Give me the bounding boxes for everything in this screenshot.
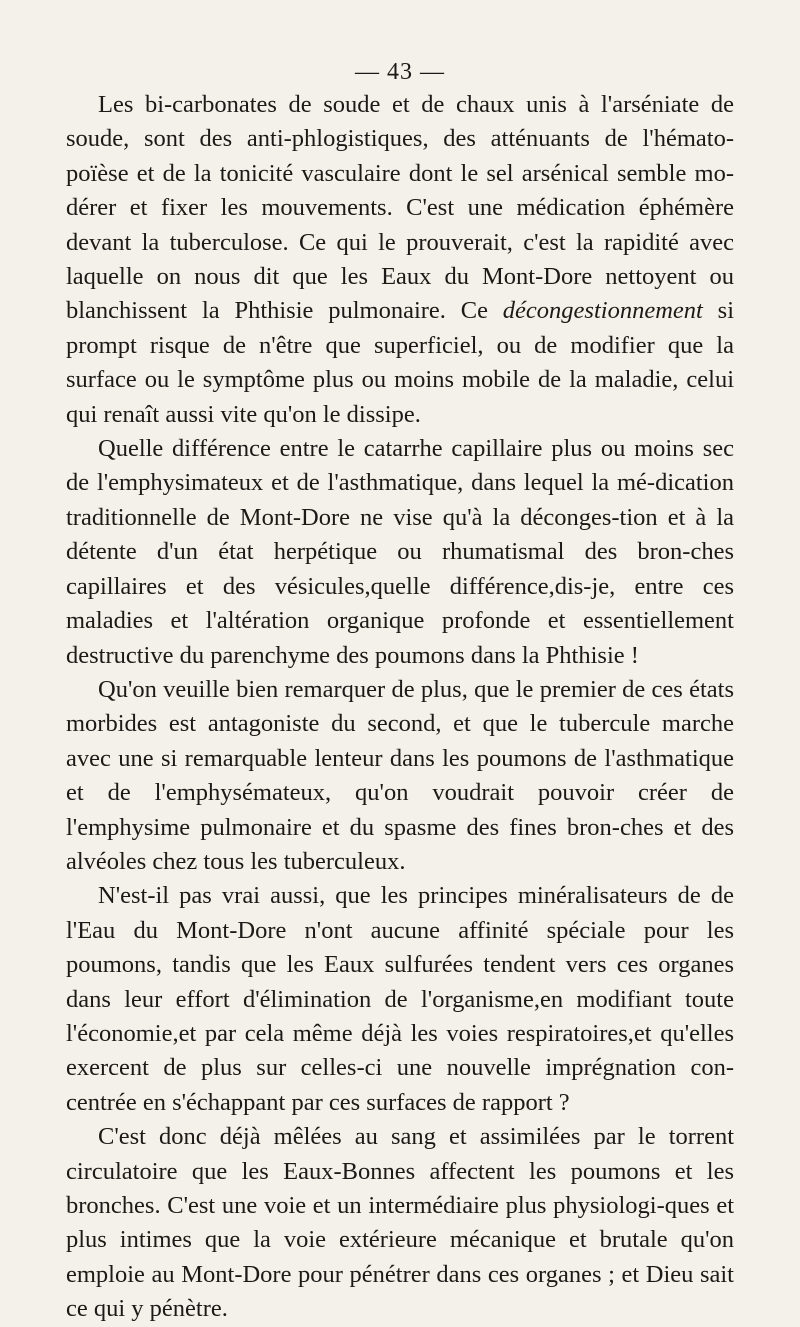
paragraph-3: Qu'on veuille bien remarquer de plus, que le premier de ces états morbides est antagoniste du second, et que le tubercule marche avec une si remarquable lenteur dans les poumons de l'asthmatique et de l'emphysémateux, qu'on voudrait pouvoir créer de l'emphysime pulmonaire et du spasme des fines bron-ches et des alvéoles chez tous les tuberculeux. xyxy=(66,675,734,875)
paragraph-1 xyxy=(66,88,734,432)
body-text xyxy=(66,88,734,1327)
paragraph-4: N'est-il pas vrai aussi, que les principes minéralisateurs de de l'Eau du Mont-Dore n'ont aucune affinité spéciale pour les poumons, tandis que les Eaux sulfurées tendent vers ces organes dans leur effort d'élimination de l'organisme,en modifiant toute l'économie,et par cela même déjà les voies respiratoires,et qu'elles exercent de plus sur celles-ci une nouvelle imprégnation con-centrée en s'échappant par ces surfaces de rapport ? xyxy=(66,882,734,1116)
paragraph-1-text-before: Les bi-carbonates de soude et de chaux unis à l'arséniate de soude, sont des anti-phlogistiques, des atténuants de l'hémato-poïèse et de la tonicité vasculaire dont le sel arsénical semble mo-dérer et fixer les mouvements. C'est une médication éphémère devant la tuberculose. Ce qui le prouverait, c'est la rapidité avec laquelle on nous dit que les Eaux du Mont-Dore nettoyent ou blanchissent la Phthisie pulmonaire. Ce xyxy=(66,91,734,325)
emphasized-term: décongestionnement xyxy=(502,297,703,325)
paragraph-5: C'est donc déjà mêlées au sang et assimilées par le torrent circulatoire que les Eaux-Bonnes affectent les poumons et les bronches. C'est une voie et un intermédiaire plus physiologi-ques et plus intimes que la voie extérieure mécanique et brutale qu'on emploie au Mont-Dore pour pénétrer dans ces organes ; et Dieu sait ce qui y pénètre. xyxy=(66,1123,734,1323)
paragraph-2: Quelle différence entre le catarrhe capillaire plus ou moins sec de l'emphysimateux et de l'asthmatique, dans lequel la mé-dication traditionnelle de Mont-Dore ne vise qu'à la déconges-tion et à la détente d'un état herpétique ou rhumatismal des bron-ches capillaires et des vésicules,quelle différence,dis-je, entre ces maladies et l'altération organique profonde et essentiellement destructive du parenchyme des poumons dans la Phthisie ! xyxy=(66,435,734,669)
paragraph-1-text-after: si prompt risque de n'être que superficiel, ou de modifier que la surface ou le symptôme plus ou moins mobile de la maladie, celui qui renaît aussi vite qu'on le dissipe. xyxy=(66,297,734,428)
page-number: — 43 — xyxy=(355,59,445,85)
